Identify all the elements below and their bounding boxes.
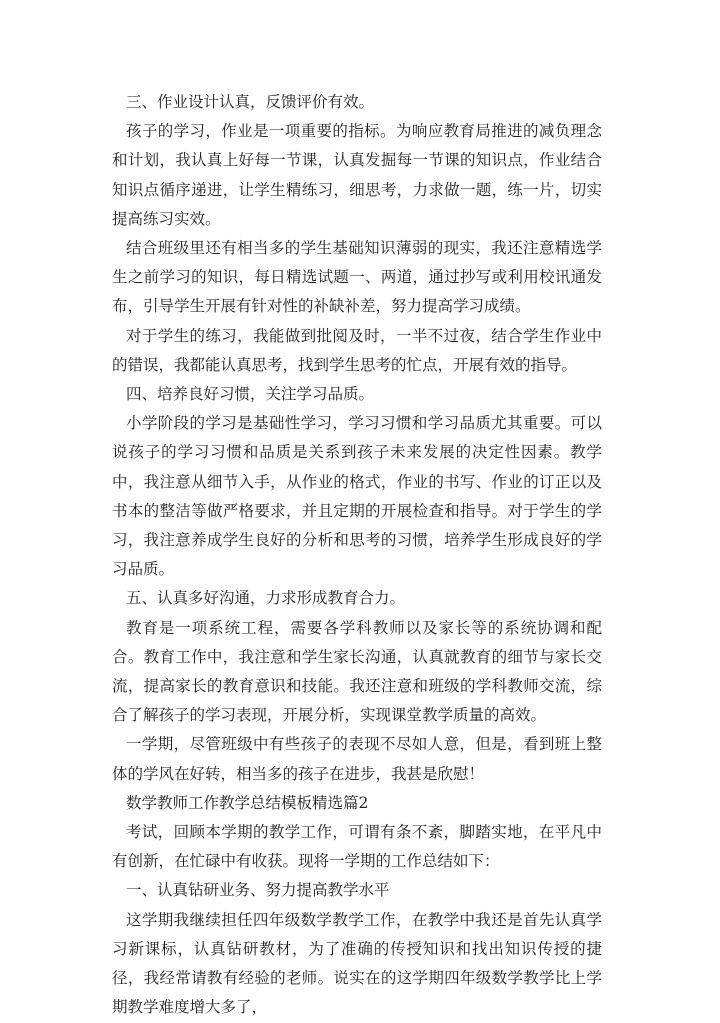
section-heading-research: 一、认真钻研业务、努力提高教学水平 — [126, 881, 390, 900]
paragraph: 小学阶段的学习是基础性学习，学习习惯和学习品质尤其重要。可以说孩子的学习习惯和品质是关系到孩子未来发展的决定性因素。教学中，我注意从细节入手，从作业的格式，作业的书写、作业的订正以及书本的整洁等做严格要求，并且定期的开展检查和指导。对于学生的学习，我注意养成学生良好的分析和思考的习惯，培养学生形成良好的学习品质。 — [112, 414, 602, 579]
paragraph: 结合班级里还有相当多的学生基础知识薄弱的现实，我还注意精选学生之前学习的知识，每日精选试题一、两道，通过抄写或利用校讯通发布，引导学生开展有针对性的补缺补差，努力提高学习成绩。 — [112, 239, 602, 316]
section-heading-habits: 四、培养良好习惯，关注学习品质。 — [126, 385, 375, 404]
paragraph: 孩子的学习，作业是一项重要的指标。为响应教育局推进的减负理念和计划，我认真上好每一节课，认真发掘每一节课的知识点，作业结合知识点循序递进，让学生精练习，细思考，力求做一题，练一片，切实提高练习实效。 — [112, 122, 602, 228]
section-heading-homework: 三、作业设计认真，反馈评价有效。 — [126, 93, 375, 111]
paragraph: 考试，回顾本学期的教学工作，可谓有条不紊，脚踏实地，在平凡中有创新，在忙碌中有收获。现将一学期的工作总结如下： — [112, 823, 602, 871]
paragraph: 这学期我继续担任四年级数学教学工作，在教学中我还是首先认真学习新课标，认真钻研教材，为了准确的传授知识和找出知识传授的捷径，我经常请教有经验的老师。说实在的这学期四年级数学教学比上学期教学难度增大多了， — [112, 910, 602, 1017]
paragraph: 教育是一项系统工程，需要各学科教师以及家长等的系统协调和配合。教育工作中，我注意和学生家长沟通，认真就教育的细节与家长交流，提高家长的教育意识和技能。我还注意和班级的学科教师交流，综合了解孩子的学习表现，开展分析，实现课堂教学质量的高效。 — [112, 618, 602, 725]
paragraph: 对于学生的练习，我能做到批阅及时，一半不过夜，结合学生作业中的错误，我都能认真思考，找到学生思考的忙点，开展有效的指导。 — [112, 326, 602, 374]
section-heading-communication: 五、认真多好沟通，力求形成教育合力。 — [126, 589, 406, 608]
document-body — [112, 88, 602, 1023]
paragraph: 一学期，尽管班级中有些孩子的表现不尽如人意，但是，看到班上整体的学风在好转，相当多的孩子在进步，我甚是欣慰！ — [112, 735, 602, 783]
article-title: 数学教师工作教学总结模板精选篇2 — [126, 793, 369, 812]
